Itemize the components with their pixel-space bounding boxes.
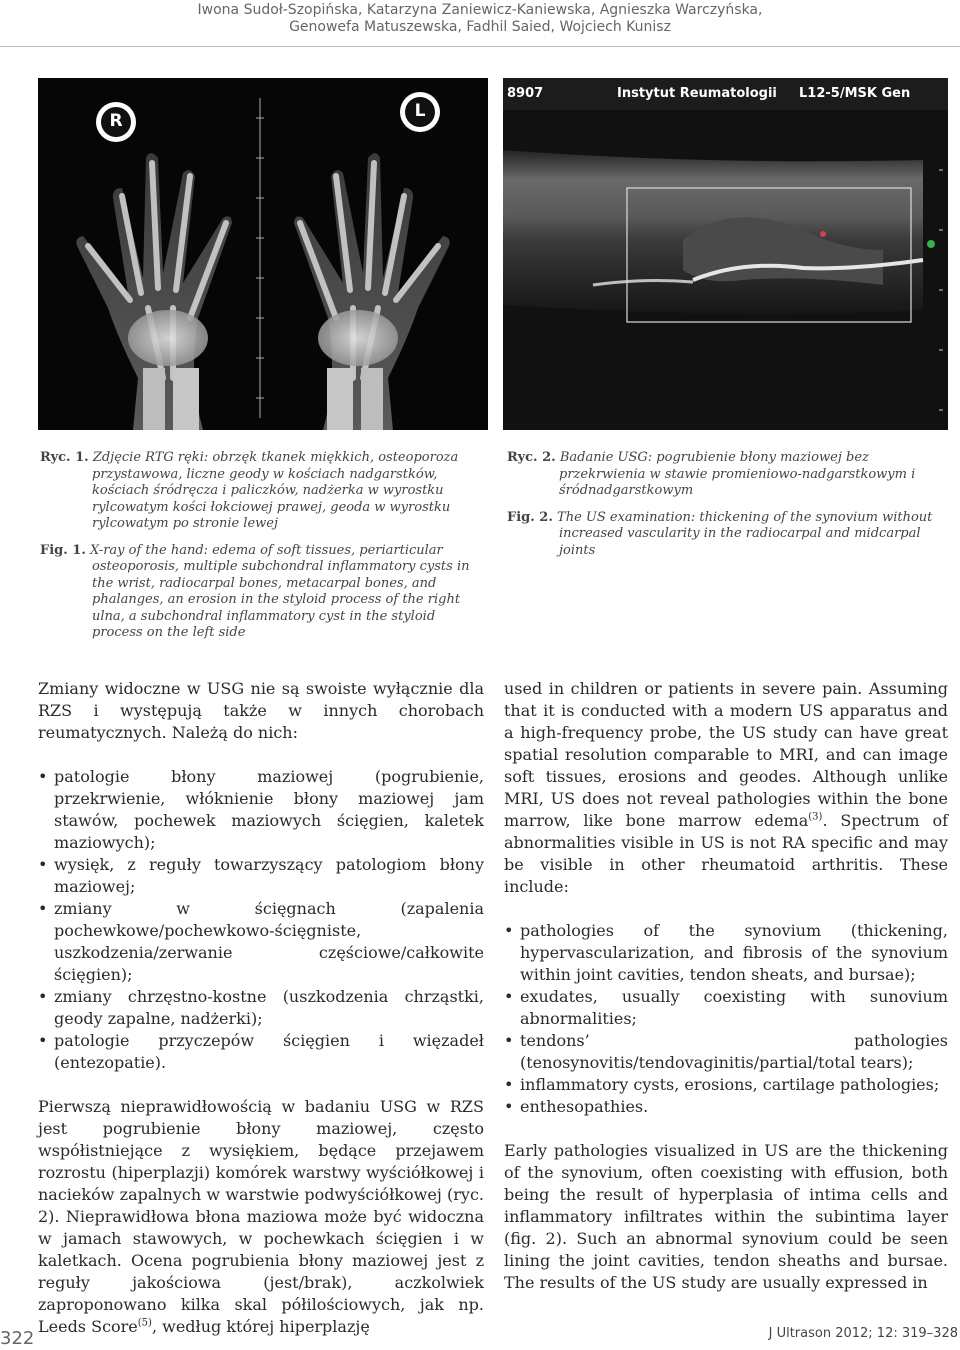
right-body-column — [504, 678, 948, 1294]
figure2-captions — [507, 450, 947, 559]
figure2-caption-pl — [507, 450, 947, 500]
figure1-caption-pl — [40, 450, 480, 533]
figure1-captions — [40, 450, 480, 642]
list-item: • patologie błony maziowej (pogrubienie, przekrwienie, włóknienie błony maziowej jam stawów, pochewek maziowych ścięgien, kaletek maziowych); — [38, 766, 484, 854]
left-intro-paragraph: Zmiany widoczne w USG nie są swoiste wyłącznie dla RZS i występują także w innych chorobach reumatycznych. Należą do nich: — [38, 679, 484, 742]
figure2-caption-en — [507, 510, 947, 560]
right-paragraph-1 — [504, 678, 948, 898]
citation-5: (5) — [137, 1317, 152, 1329]
left-body-column — [38, 678, 484, 1338]
figure2-caption-en-label: Fig. 2. — [507, 509, 553, 525]
figure1-caption-pl-text: Zdjęcie RTG ręki: obrzęk tkanek miękkich, osteoporoza przystawowa, liczne geody w kościach nadgarstków, kościach śródręcza i paliczków, nadżerka w wyrostku rylcowatym kości łokciowej prawej, geoda w wyrostku rylcowatym po stronie lewej — [92, 450, 459, 531]
list-item: • inflammatory cysts, erosions, cartilage pathologies; — [504, 1074, 948, 1096]
authors-line-2: Genowefa Matuszewska, Fadhil Saied, Wojciech Kunisz — [289, 19, 671, 35]
figure2-caption-pl-text: Badanie USG: pogrubienie błony maziowej bez przekrwienia w stawie promieniowo-nadgarstkowym i śródnadgarstkowym — [559, 450, 916, 498]
figure1-caption-en — [40, 543, 480, 642]
right-paragraph-1-text: used in children or patients in severe pain. Assuming that it is conducted with a modern US apparatus and a high-frequency probe, the US study can have great spatial resolution comparable to MRI, and can image soft tissues, erosions and geodes. Although unlike MRI, US does not reveal pathologies within the bone marrow, like bone marrow edema — [504, 679, 948, 830]
figure1-caption-en-text: X-ray of the hand: edema of soft tissues, periarticular osteoporosis, multiple subchondral inflammatory cysts in the wrist, radiocarpal bones, metacarpal bones, and phalanges, an erosion in the styloid process of the right ulna, a subchondral inflammatory cyst in the styloid process on the left side — [90, 542, 470, 640]
list-item: • exudates, usually coexisting with sunovium abnormalities; — [504, 986, 948, 1030]
us-institute: Instytut Reumatologii — [617, 86, 777, 101]
left-bullet-list — [38, 766, 484, 1074]
authors-line-1: Iwona Sudoł-Szopińska, Katarzyna Zaniewicz-Kaniewska, Agnieszka Warczyńska, — [197, 2, 763, 18]
list-item: • tendons’ pathologies (tenosynovitis/tendovaginitis/partial/total tears); — [504, 1030, 948, 1074]
marker-l: L — [414, 101, 426, 121]
left-paragraph-2-end: , według której hiperplazję — [151, 1317, 370, 1336]
list-item: • zmiany chrzęstno-kostne (uszkodzenia chrząstki, geody zapalne, nadżerki); — [38, 986, 484, 1030]
figure1-caption-pl-label: Ryc. 1. — [40, 450, 89, 465]
ultrasound-drawing — [503, 110, 948, 430]
figure2-caption-en-text: The US examination: thickening of the synovium without increased vascularity in the radiocarpal and midcarpal joints — [557, 509, 933, 558]
right-bullet-list — [504, 920, 948, 1118]
right-paragraph-1-end: . Spectrum of abnormalities visible in US is not RA specific and may be visible in other rheumatoid arthritis. These include: — [504, 811, 948, 896]
list-item: • pathologies of the synovium (thickening, hypervascularization, and fibrosis of the synovium within joint cavities, tendon sheats, and bursae); — [504, 920, 948, 986]
marker-r: R — [109, 111, 123, 131]
page-number: 322 — [0, 1328, 35, 1349]
header-divider — [0, 46, 960, 47]
list-item: • patologie przyczepów ścięgien i więzadeł (entezopatie). — [38, 1030, 484, 1074]
journal-reference: J Ultrason 2012; 12: 319–328 — [768, 1326, 958, 1341]
us-probe: L12-5/MSK Gen — [799, 86, 911, 101]
citation-3: (3) — [808, 811, 823, 823]
figure1-caption-en-label: Fig. 1. — [40, 542, 86, 558]
list-item: • enthesopathies. — [504, 1096, 948, 1118]
figure2-caption-pl-label: Ryc. 2. — [507, 450, 556, 465]
left-paragraph-2-text: Pierwszą nieprawidłowością w badaniu USG w RZS jest pogrubienie błony maziowej, często współistniejące z wysiękiem, będące przejawem rozrostu (hiperplazji) komórek warstwy wyściółkowej i nacieków zapalnych w warstwie podwyściółkowej (ryc. 2). Nieprawidłowa błona maziowa może być widoczna w jamach stawowych, w pochewkach ścięgien i w kaletkach. Ocena pogrubienia błony maziowej jest z reguły jakościowa (jest/brak), aczkolwiek zaproponowano kilka skal półilościowych, jak np. Leeds Score — [38, 1097, 484, 1336]
left-paragraph-2 — [38, 1096, 484, 1338]
right-paragraph-2: Early pathologies visualized in US are the thickening of the synovium, often coexisting with effusion, both being the result of hyperplasia of intima cells and inflammatory infiltrates within the subintima layer (fig. 2). Such an abnormal synovium could be seen lining the joint cavities, tendon sheaths and bursae. The results of the US study are usually expressed in — [504, 1141, 948, 1292]
us-id: 8907 — [507, 86, 544, 101]
running-header-authors — [0, 2, 960, 36]
list-item: • wysięk, z reguły towarzyszący patologiom błony maziowej; — [38, 854, 484, 898]
list-item: • zmiany w ścięgnach (zapalenia pochewkowe/pochewkowo-ścięgniste, uszkodzenia/zerwanie częściowe/całkowite ścięgien); — [38, 898, 484, 986]
ultrasound-image — [503, 78, 948, 430]
xray-hands-image — [38, 78, 488, 430]
